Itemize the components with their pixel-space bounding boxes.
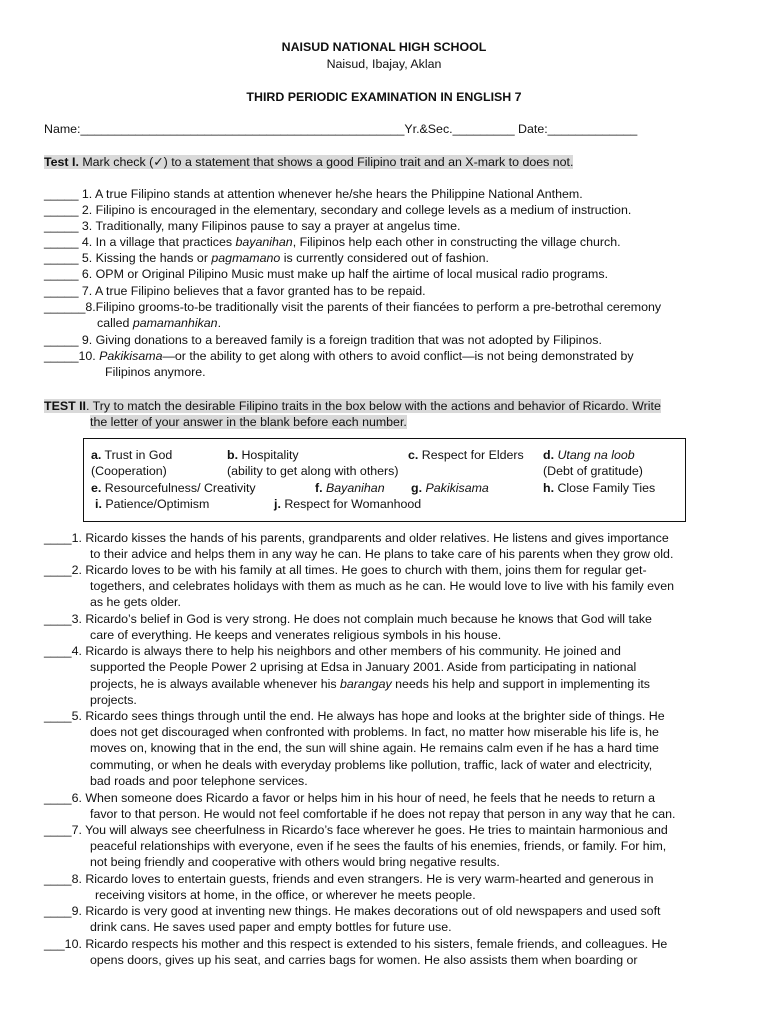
test1-item: _____ 2. Filipino is encouraged in the elementary, secondary and college levels as a medium of instruction. [44,203,632,217]
test1-item-cont: called pamamanhikan. [97,316,222,330]
test1-instruction-text: Mark check (✓) to a statement that shows a good Filipino trait and an X-mark to does not. [78,155,574,169]
test2-item-cont: does not get discouraged when confronted with problems. In fact, no matter how miserable his life is, he [90,725,659,739]
test1-item: _____ 3. Traditionally, many Filipinos pause to say a prayer at angelus time. [44,219,461,233]
test1-item: _____ 7. A true Filipino believes that a favor granted has to be repaid. [44,284,426,298]
choice-b-sub: (ability to get along with others) [227,464,399,478]
choice-a-sub: (Cooperation) [91,464,167,478]
test1-item: _____ 4. In a village that practices bayanihan, Filipinos help each other in constructing the village church. [44,235,621,249]
school-name: NAISUD NATIONAL HIGH SCHOOL [281,40,487,54]
choice-j: j. Respect for Womanhood [274,497,422,511]
test2-item-cont: drink cans. He saves used paper and empty bottles for future use. [90,920,452,934]
choice-e: e. Resourcefulness/ Creativity [91,481,256,495]
test1-label: Test I. [44,155,79,169]
choice-g: g. Pakikisama [411,481,489,495]
test2-item: ____8. Ricardo loves to entertain guests, friends and even strangers. He is very warm-hearted and generous in [44,872,654,886]
test2-item: ___10. Ricardo respects his mother and this respect is extended to his sisters, female friends, and colleagues. He [44,937,668,951]
test1-item: _____ 5. Kissing the hands or pagmamano is currently considered out of fashion. [44,251,489,265]
test2-item-cont: supported the People Power 2 uprising at Edsa in January 2001. Aside from participating in national [90,660,637,674]
test2-item: ____4. Ricardo is always there to help his neighbors and other members of his community. He joined and [44,644,621,658]
choice-a: a. Trust in God [91,448,173,462]
test2-item-cont: commuting, or when he deals with everyday problems like pollution, traffic, lack of water and electricity, [90,758,653,772]
test2-item-cont: to their advice and helps them in any way he can. He plans to take care of his parents when they grow old. [90,547,674,561]
test2-item-cont: opens doors, gives up his seat, and carries bags for women. He also assists them when boarding or [90,953,638,967]
test2-item-cont: projects, he is always available whenever his barangay needs his help and support in implementing its [90,677,650,691]
choice-d-sub: (Debt of gratitude) [543,464,643,478]
test2-item: ____9. Ricardo is very good at inventing new things. He makes decorations out of old newspapers and used soft [44,904,661,918]
choice-h: h. Close Family Ties [543,481,656,495]
name-line: Name:_______________________________________________Yr.&Sec._________ Date:_____________ [44,122,638,136]
test2-item: ____2. Ricardo loves to be with his family at all times. He goes to church with them, joins them for regular get- [44,563,647,577]
test2-item-cont: projects. [90,693,137,707]
test2-item-cont: bad roads and poor telephone services. [90,774,308,788]
test2-item: ____1. Ricardo kisses the hands of his parents, grandparents and older relatives. He listens and gives importance [44,531,669,545]
test2-item: ____6. When someone does Ricardo a favor or helps him in his hour of need, he feels that he needs to return a [44,791,655,805]
test1-item: _____ 1. A true Filipino stands at attention whenever he/she hears the Philippine National Anthem. [44,187,583,201]
school-address: Naisud, Ibajay, Aklan [326,57,442,71]
test2-item-cont: peaceful relationships with everyone, even if he sees the faults of his enemies, friends, or family. For him, [90,839,667,853]
test2-instruction-cont: the letter of your answer in the blank before each number. [90,415,407,429]
choice-c: c. Respect for Elders [408,448,524,462]
choice-i: i. Patience/Optimism [95,497,210,511]
test1-item: _____ 9. Giving donations to a bereaved family is a foreign tradition that was not adopted by Filipinos. [44,333,602,347]
test2-instruction: TEST II. Try to match the desirable Filipino traits in the box below with the actions and behavior of Ricardo. Write [44,399,661,413]
test2-item: ____7. You will always see cheerfulness in Ricardo’s face wherever he goes. He tries to maintain harmonious and [44,823,668,837]
choice-d: d. Utang na loob [543,448,635,462]
test2-item-cont: care of everything. He keeps and venerates religious symbols in his house. [90,628,502,642]
test2-item-cont: receiving visitors at home, in the office, or wherever he meets people. [95,888,476,902]
test1-item: _____10. Pakikisama—or the ability to get along with others to avoid conflict—is not being demonstrated by [44,349,634,363]
exam-title: THIRD PERIODIC EXAMINATION IN ENGLISH 7 [246,90,522,104]
test2-item: ____3. Ricardo’s belief in God is very strong. He does not complain much because he knows that God will take [44,612,652,626]
test1-item-cont: Filipinos anymore. [105,365,206,379]
choice-f: f. Bayanihan [315,481,385,495]
test2-label: TEST II [44,399,86,413]
test2-item-cont: togethers, and celebrates holidays with them as much as he can. He would love to live with his family even [90,579,675,593]
test2-item-cont: favor to that person. He would not feel comfortable if he does not repay that person in any way that he can. [90,807,676,821]
choices-box [83,438,686,522]
test2-item: ____5. Ricardo sees things through until the end. He always has hope and looks at the brighter side of things. He [44,709,665,723]
test1-item: ______8.Filipino grooms-to-be traditionally visit the parents of their fiancées to perform a pre-betrothal ceremony [44,300,662,314]
test2-item-cont: as he gets older. [90,595,181,609]
test2-item-cont: not being friendly and cooperative with others would bring negative results. [90,855,500,869]
test1-instruction [44,154,573,170]
choice-b: b. Hospitality [227,448,299,462]
test1-item: _____ 6. OPM or Original Pilipino Music must make up half the airtime of local musical radio programs. [44,267,609,281]
test2-item-cont: moves on, knowing that in the end, the sun will shine again. He remains calm even if he has a hard time [90,741,659,755]
